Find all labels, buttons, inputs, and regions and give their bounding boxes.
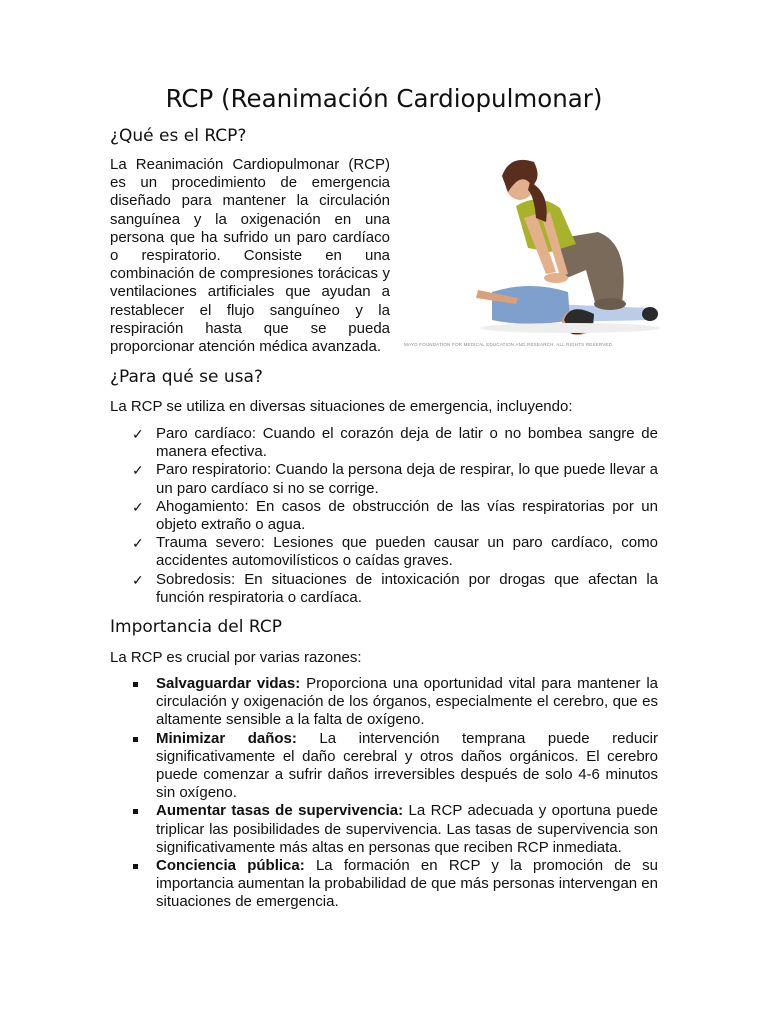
page-title: RCP (Reanimación Cardiopulmonar) — [165, 84, 603, 113]
list-item: ✓ Paro cardíaco: Cuando el corazón deja de latir o no bombea sangre de manera efectiva. — [132, 425, 658, 461]
check-icon: ✓ — [132, 462, 144, 479]
section-heading-importancia: Importancia del RCP — [110, 617, 282, 637]
list-item: Minimizar daños: La intervención temprana puede reducir significativamente el daño cerebral y otros daños orgánicos. El cerebro puede comenzar a sufrir daños irreversibles después de solo 4-6 minutos sin oxígeno. — [110, 730, 658, 803]
importance-list — [110, 675, 658, 912]
check-icon: ✓ — [132, 498, 144, 515]
check-icon: ✓ — [132, 571, 144, 588]
square-bullet-icon — [133, 737, 138, 742]
section-heading-para-que: ¿Para qué se usa? — [110, 367, 263, 387]
check-icon: ✓ — [132, 535, 144, 552]
square-bullet-icon — [133, 682, 138, 687]
check-icon: ✓ — [132, 426, 144, 442]
list-item: ✓ Paro respiratorio: Cuando la persona deja de respirar, lo que puede llevar a un paro cardíaco si no se corrige. — [132, 461, 658, 497]
importance-intro: La RCP es crucial por varias razones: — [110, 649, 362, 666]
uses-intro: La RCP se utiliza en diversas situaciones de emergencia, incluyendo: — [110, 398, 573, 415]
cpr-drawing — [400, 152, 662, 340]
list-item: ✓ Trauma severo: Lesiones que pueden causar un paro cardíaco, como accidentes automovilísticos o caídas graves. — [132, 534, 658, 570]
square-bullet-icon — [133, 809, 138, 814]
list-item: ✓ Ahogamiento: En casos de obstrucción de las vías respiratorias por un objeto extraño o agua. — [132, 497, 658, 534]
square-bullet-icon — [133, 864, 138, 869]
list-item: Aumentar tasas de supervivencia: La RCP adecuada y oportuna puede triplicar las posibilidades de supervivencia. Las tasas de supervivencia son significativamente más altas en personas que reciben RCP inmediata. — [110, 802, 658, 857]
intro-paragraph: La Reanimación Cardiopulmonar (RCP) es un procedimiento de emergencia diseñado para mantener la circulación sanguínea y la oxigenación en una persona que ha sufrido un paro cardíaco o respiratorio. Consiste en una combinación de compresiones torácicas y ventilaciones artificiales que ayudan a restablecer el flujo sanguíneo y la respiración hasta que se pueda proporcionar atención médica avanzada. — [110, 156, 390, 356]
cpr-illustration — [400, 152, 662, 352]
list-item: Salvaguardar vidas: Proporciona una oportunidad vital para mantener la circulación y oxigenación de los órganos, especialmente el cerebro, que es altamente sensible a la falta de oxígeno. — [110, 675, 658, 730]
uses-list — [110, 425, 658, 607]
list-item: Conciencia pública: La formación en RCP y la promoción de su importancia aumentan la probabilidad de que más personas intervengan en situaciones de emergencia. — [110, 857, 658, 912]
section-heading-que-es: ¿Qué es el RCP? — [110, 126, 247, 146]
list-item: ✓ Sobredosis: En situaciones de intoxicación por drogas que afectan la función respiratoria o cardíaca. — [132, 570, 658, 606]
figure-caption: MAYO FOUNDATION FOR MEDICAL EDUCATION AND RESEARCH. ALL RIGHTS RESERVED. — [404, 342, 614, 347]
